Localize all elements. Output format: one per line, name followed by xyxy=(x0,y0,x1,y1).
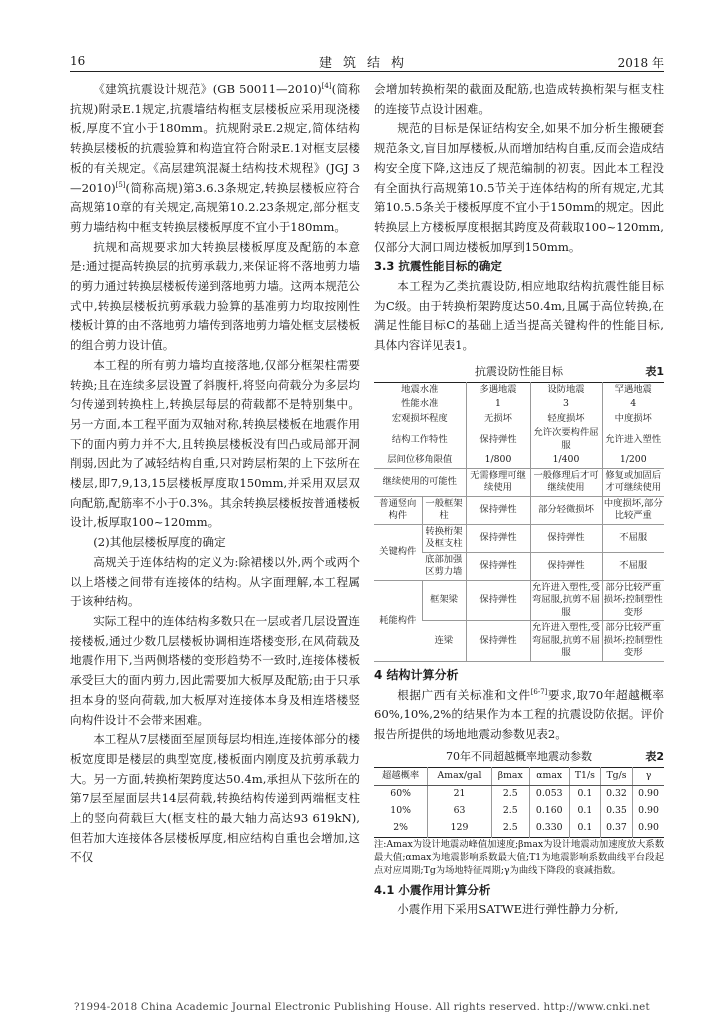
table-cell: 连梁 xyxy=(422,621,466,662)
header-rule xyxy=(70,71,664,72)
table-cell: 中度损坏,部分比较严重 xyxy=(602,496,664,524)
paragraph: 会增加转换桁架的截面及配筋,也造成转换桁架与框支柱的连接节点设计困难。 xyxy=(374,82,664,116)
table-cell: 允许进入塑性,受弯屈服,抗剪不屈服 xyxy=(530,580,602,621)
table-cell: 轻度损坏 xyxy=(530,412,602,427)
table-cell: 地震水准 xyxy=(401,383,439,395)
table-cell: 关键构件 xyxy=(374,524,422,580)
table-cell: 保持弹性 xyxy=(466,580,530,621)
table-cell: 宏观损坏程度 xyxy=(391,412,448,424)
table-cell: 底部加强区剪力墙 xyxy=(422,552,466,580)
paragraph: 本工程的所有剪力墙均直接落地,仅部分框架柱需要转换;且在连续多层设置了斜腹杆,将竖向荷载分为多层均匀传递到转换柱上,转换层每层的荷载都不是特别集中。另一方面,本工程平面为双轴对称,转换层楼板在地震作用下的面内剪力并不大,且转换层楼板没有凹凸或局部开洞削弱,因此为了减轻结构自重,只对跨层桁架的上下弦所在楼层,即7,9,13,15层楼板厚度取150mm,并采用双层双向配筋,配筋率不小于0.3%。其余转换层楼板按普通楼板设计,板厚取100~120mm。 xyxy=(70,357,360,530)
table-cell: 1 xyxy=(466,397,530,412)
table1 xyxy=(374,382,664,662)
table-row: 2% 129 2.5 0.330 0.1 0.37 0.90 xyxy=(374,820,664,838)
table-cell: 无损坏 xyxy=(466,412,530,427)
table2-title: 70年不同超越概率地震动参数 xyxy=(446,749,592,763)
table-row: 60% 21 2.5 0.053 0.1 0.32 0.90 xyxy=(374,785,664,803)
table-cell: 部分比较严重损坏;控制塑性变形 xyxy=(602,621,664,662)
table-header: Tg/s xyxy=(600,767,632,785)
table-cell: 不屈服 xyxy=(602,524,664,552)
paragraph: 高规关于连体结构的定义为:除裙楼以外,两个或两个以上塔楼之间带有连接体的结构。从字面理解,本工程属于该种结构。 xyxy=(70,554,360,609)
table-cell: 3 xyxy=(530,397,602,412)
left-column xyxy=(70,80,360,868)
table-cell: 允许次要构件屈服 xyxy=(530,426,602,453)
table-cell: 普通竖向构件 xyxy=(374,496,422,524)
table1-title: 抗震设防性能目标 xyxy=(475,364,563,378)
table-header: γ xyxy=(633,767,664,785)
table-header: 超越概率 xyxy=(374,767,428,785)
table-cell: 设防地震 xyxy=(530,382,602,397)
table-cell: 无需修理可继续使用 xyxy=(466,468,530,496)
paragraph: 抗规和高规要求加大转换层楼板厚度及配筋的本意是:通过提高转换层的抗剪承载力,来保证将不落地剪力墙的剪力通过转换层楼板传递到落地剪力墙。这两本规范公式中,转换层楼板抗剪承载力验算的基准剪力均取按刚性楼板计算的由不落地剪力墙传到落地剪力墙处框支层楼板的组合剪力设计值。 xyxy=(70,239,360,353)
table-header: αmax xyxy=(529,767,569,785)
page-header xyxy=(70,52,664,72)
table-cell: 转换桁架及框支柱 xyxy=(422,524,466,552)
table-cell: 1/800 xyxy=(466,453,530,468)
table-cell: 保持弹性 xyxy=(466,552,530,580)
table-cell: 部分轻微损坏 xyxy=(530,496,602,524)
table-cell: 不屈服 xyxy=(602,552,664,580)
table-cell: 保持弹性 xyxy=(530,524,602,552)
table1-caption xyxy=(374,362,664,382)
right-column xyxy=(374,80,664,920)
table-cell: 框架梁 xyxy=(422,580,466,621)
paragraph: 小震作用下采用SATWE进行弹性静力分析, xyxy=(397,902,619,917)
table-cell: 保持弹性 xyxy=(530,552,602,580)
table-cell: 一般修理后才可继续使用 xyxy=(530,468,602,496)
table-cell: 允许进入塑性,受弯屈服,抗剪不屈服 xyxy=(530,621,602,662)
table-cell: 继续使用的可能性 xyxy=(374,468,466,496)
table-cell: 保持弹性 xyxy=(466,426,530,453)
table2-caption xyxy=(374,747,664,767)
table-cell: 罕遇地震 xyxy=(602,382,664,397)
table2-label: 表2 xyxy=(645,749,664,763)
journal-title: 建筑结构 xyxy=(318,56,415,71)
table-cell: 允许进入塑性 xyxy=(602,426,664,453)
section-heading: 4.1 小震作用计算分析 xyxy=(374,882,491,897)
table-row: 10% 63 2.5 0.160 0.1 0.35 0.90 xyxy=(374,803,664,820)
table-cell: 保持弹性 xyxy=(466,524,530,552)
journal-year: 2018 年 xyxy=(617,56,664,70)
table1-label: 表1 xyxy=(645,364,664,378)
paragraph: 规范的目标是保证结构安全,如果不加分析生搬硬套规范条文,盲目加厚楼板,从而增加结构自重,反而会造成结构安全度下降,这违反了规范编制的初衷。因此本工程没有全面执行高规第10.5节关于连体结构的所有规定,尤其第10.5.5条关于楼板厚度不宜小于150mm的规定。因此转换层上方楼板厚度根据其跨度及荷载取100~120mm,仅部分大洞口周边楼板加厚到150mm。 xyxy=(374,121,664,254)
table2 xyxy=(374,767,664,838)
table-cell: 1/400 xyxy=(530,453,602,468)
table-cell: 修复或加固后才可继续使用 xyxy=(602,468,664,496)
copyright-footer: ?1994-2018 China Academic Journal Electronic Publishing House. All rights reserved. http://www.cnki.net xyxy=(74,1001,650,1013)
table-cell: 4 xyxy=(602,397,664,412)
table-cell: 部分比较严重损坏;控制塑性变形 xyxy=(602,580,664,621)
section-heading: 4 结构计算分析 xyxy=(374,667,459,682)
paragraph: 本工程为乙类抗震设防,相应地取结构抗震性能目标为C级。由于转换桁架跨度达50.4m,且属于高位转换,在满足性能目标C的基础上适当提高关键构件的性能目标,具体内容详见表1。 xyxy=(374,279,664,353)
table-header: Amax/gal xyxy=(428,767,492,785)
table-cell: 保持弹性 xyxy=(466,496,530,524)
table-cell: 1/200 xyxy=(602,453,664,468)
paragraph: 本工程从7层楼面至屋顶每层均相连,连接体部分的楼板宽度即是楼层的典型宽度,楼板面内刚度及抗剪承载力大。另一方面,转换桁架跨度达50.4m,承担从下弦所在的第7层至屋面层共14层荷载,转换结构传递到两端框支柱上的竖向荷载巨大(框支柱的最大轴力高达93 619kN),但若加大连接体各层楼板厚度,相应结构自重也会增加,这不仅 xyxy=(70,732,360,865)
paragraph: 实际工程中的连体结构多数只在一层或者几层设置连接楼板,通过少数几层楼板协调相连塔楼变形,在风荷载及地震作用下,当两侧塔楼的变形趋势不一致时,连接体楼板承受巨大的面内剪力,因此需要加大板厚及配筋;由于只承担本身的竖向荷载,加大板厚对连接体本身及相连塔楼竖向构件设计不会带来困难。 xyxy=(70,613,360,727)
table-cell: 一般框架柱 xyxy=(422,496,466,524)
table-cell: 保持弹性 xyxy=(466,621,530,662)
section-heading: 3.3 抗震性能目标的确定 xyxy=(374,259,502,274)
page-number: 16 xyxy=(70,54,86,68)
paragraph: 《建筑抗震设计规范》(GB 50011—2010)[4](简称抗规)附录E.1规定,抗震墙结构框支层楼板应采用现浇楼板,厚度不宜小于180mm。抗规附录E.2规定,简体结构转换层楼板的抗震验算和构造宜符合附录E.1对框支层楼板的有关规定。《高层建筑混凝土结构技术规程》(JGJ 3—2010)[5](简称高规)第3.6.3条规定,转换层楼板应符合高规第10章的有关规定,高规第10.2.23条规定,部分框支剪力墙结构中框支转换层楼板厚度不宜小于180mm。 xyxy=(70,82,361,234)
table2-note: 注:Amax为设计地震动峰值加速度;βmax为设计地震动加速度放大系数最大值;αmax为地震影响系数最大值;T1为地震影响系数曲线平台段起点对应周期;Tg为场地特征周期;γ为曲线下降段的衰减指数。 xyxy=(374,838,664,876)
subheading: (2)其他层楼板厚度的确定 xyxy=(93,535,226,550)
table-cell: 多遇地震 xyxy=(466,382,530,397)
table-cell: 耗能构件 xyxy=(374,580,422,661)
table-header: T1/s xyxy=(569,767,600,785)
paragraph: 根据广西有关标准和文件[6-7]要求,取70年超越概率60%,10%,2%的结果作为本工程的抗震设防依据。评价报告所提供的场地地震动参数见表2。 xyxy=(374,687,664,741)
table-cell: 性能水准 xyxy=(401,398,439,410)
table-cell: 中度损坏 xyxy=(602,412,664,427)
table-cell: 层间位移角限值 xyxy=(374,453,466,468)
table-header: βmax xyxy=(491,767,529,785)
table-cell: 结构工作特性 xyxy=(391,433,448,445)
